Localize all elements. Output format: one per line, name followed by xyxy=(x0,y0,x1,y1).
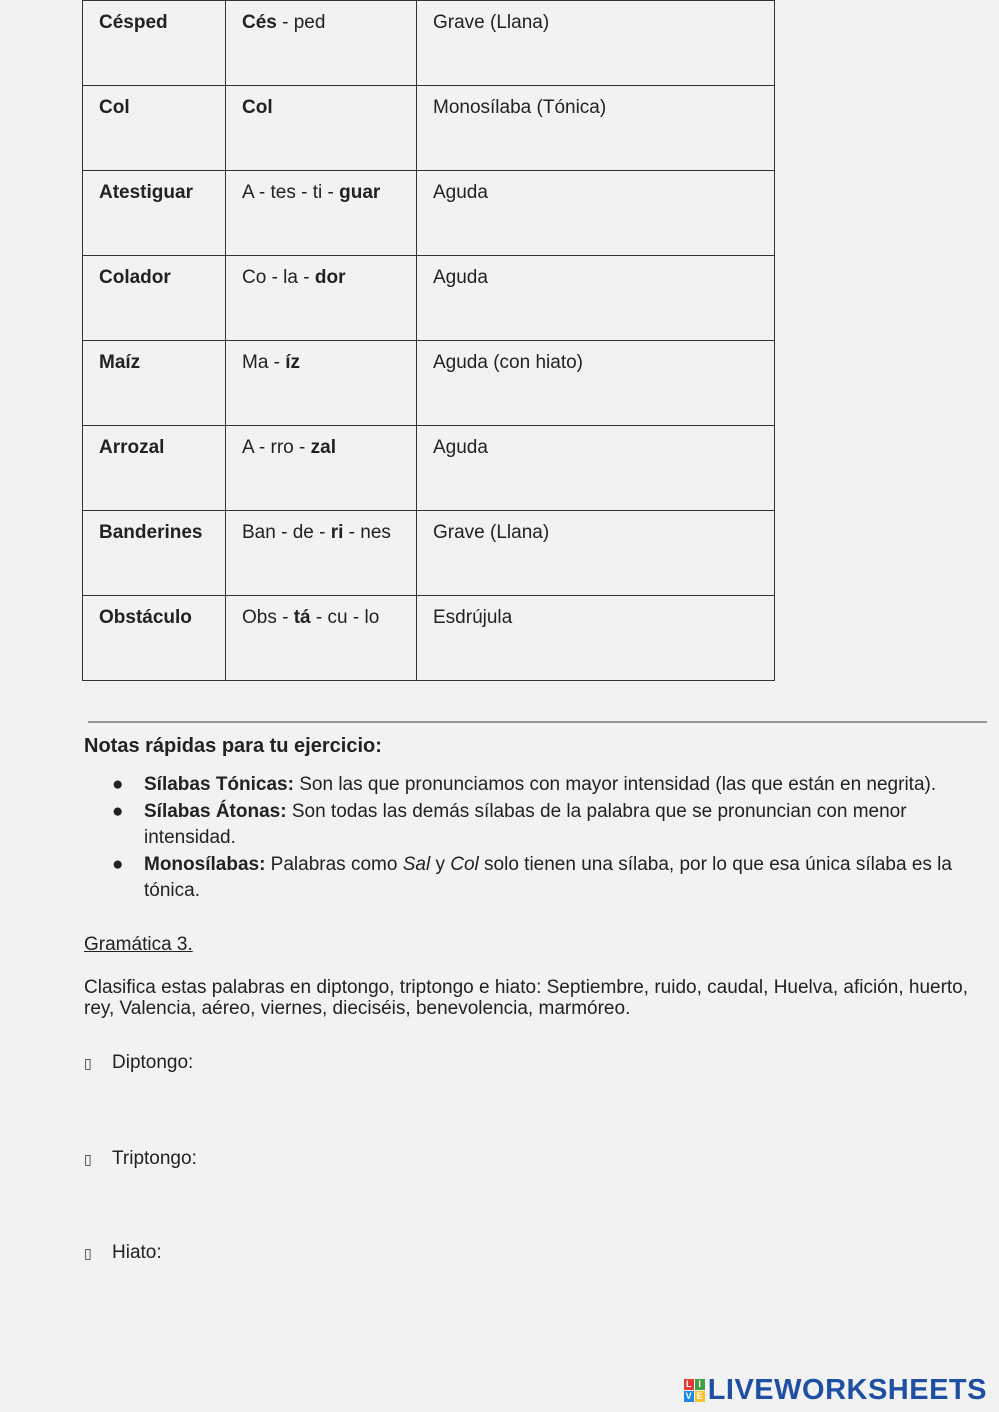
logo-letter: L xyxy=(684,1379,694,1390)
list-item xyxy=(112,852,992,905)
syllable-text: - ped xyxy=(276,12,326,33)
type-cell: Aguda xyxy=(417,256,775,341)
word-cell: Obstáculo xyxy=(83,596,226,681)
type-cell: Grave (Llana) xyxy=(417,511,775,596)
word-cell: Atestiguar xyxy=(83,171,226,256)
answer-diptongo xyxy=(84,1052,193,1074)
word-cell: Césped xyxy=(83,1,226,86)
divider xyxy=(88,721,987,723)
syllables-cell xyxy=(226,511,417,596)
table-row xyxy=(83,1,775,86)
note-example: Col xyxy=(450,853,479,875)
checkbox-icon[interactable]: ▯ xyxy=(84,1151,92,1167)
answer-label: Hiato: xyxy=(112,1242,162,1263)
tonic-syllable: tá xyxy=(293,607,311,628)
note-text: Palabras como xyxy=(265,853,403,875)
logo-text: LIVEWORKSHEETS xyxy=(707,1374,987,1406)
grammar-title: Gramática 3. xyxy=(84,934,193,955)
syllables-cell xyxy=(226,426,417,511)
syllables-cell xyxy=(226,341,417,426)
syllable-text: A - tes - ti - xyxy=(242,182,340,203)
syllables-cell xyxy=(226,596,417,681)
type-cell: Monosílaba (Tónica) xyxy=(417,86,775,171)
tonic-syllable: Col xyxy=(242,97,273,118)
table-row xyxy=(83,86,775,171)
answer-triptongo xyxy=(84,1148,197,1170)
answer-label: Triptongo: xyxy=(112,1148,197,1169)
answer-hiato xyxy=(84,1242,162,1264)
bullet-icon: ● xyxy=(112,853,124,875)
table-row xyxy=(83,256,775,341)
bullet-icon: ● xyxy=(112,774,124,795)
tonic-syllable: Cés xyxy=(242,12,277,33)
type-cell: Grave (Llana) xyxy=(417,1,775,86)
word-cell: Maíz xyxy=(83,341,226,426)
syllables-cell xyxy=(226,1,417,86)
type-cell: Aguda xyxy=(417,426,775,511)
syllables-cell xyxy=(226,171,417,256)
syllable-text: - nes xyxy=(343,522,391,543)
logo-letter: V xyxy=(685,1391,692,1401)
tonic-syllable: íz xyxy=(285,352,301,373)
note-label: Sílabas Tónicas: xyxy=(144,774,294,795)
note-label: Sílabas Átonas: xyxy=(144,800,287,822)
syllable-text: A - rro - xyxy=(242,437,311,458)
notes-list xyxy=(112,772,992,905)
table-row xyxy=(83,171,775,256)
tonic-syllable: zal xyxy=(310,437,336,458)
logo-mark-icon xyxy=(684,1379,705,1402)
note-text: Son todas las demás sílabas de la palabra que se pronuncian con menor intensidad. xyxy=(144,800,907,848)
syllable-text: Ban - de - xyxy=(242,522,331,543)
type-cell: Aguda xyxy=(417,171,775,256)
table-row xyxy=(83,596,775,681)
type-cell: Esdrújula xyxy=(417,596,775,681)
word-cell: Arrozal xyxy=(83,426,226,511)
notes-title: Notas rápidas para tu ejercicio: xyxy=(84,735,382,757)
word-cell: Colador xyxy=(83,256,226,341)
word-cell: Col xyxy=(83,86,226,171)
type-cell: Aguda (con hiato) xyxy=(417,341,775,426)
syllables-cell xyxy=(226,256,417,341)
tonic-syllable: ri xyxy=(330,522,344,543)
note-text: Son las que pronunciamos con mayor intensidad (las que están en negrita). xyxy=(293,774,937,795)
logo-letter: E xyxy=(696,1391,703,1401)
answer-label: Diptongo: xyxy=(112,1052,194,1073)
grammar-instructions: Clasifica estas palabras en diptongo, triptongo e hiato: Septiembre, ruido, caudal, Huelva, afición, huerto, rey, Valencia, aéreo, viernes, dieciséis, benevolencia, marmóreo. xyxy=(84,977,969,1019)
word-cell: Banderines xyxy=(83,511,226,596)
list-item xyxy=(112,772,992,799)
checkbox-icon[interactable]: ▯ xyxy=(84,1245,92,1261)
list-item xyxy=(112,799,992,852)
note-label: Monosílabas: xyxy=(144,853,266,875)
syllable-text: Ma - xyxy=(242,352,286,373)
tonic-syllable: dor xyxy=(314,267,346,288)
note-example: Sal xyxy=(402,853,431,875)
table-row xyxy=(83,341,775,426)
note-text: y xyxy=(430,853,451,875)
syllables-cell xyxy=(226,86,417,171)
syllable-text: Obs - xyxy=(242,607,294,628)
tonic-syllable: guar xyxy=(339,182,381,203)
note-text: solo tienen una sílaba, por lo que esa única sílaba es la tónica. xyxy=(144,853,952,901)
liveworksheets-logo[interactable] xyxy=(684,1374,987,1407)
syllable-table xyxy=(82,0,775,681)
table-row xyxy=(83,511,775,596)
syllable-text: Co - la - xyxy=(242,267,315,288)
syllable-text: - cu - lo xyxy=(310,607,380,628)
checkbox-icon[interactable]: ▯ xyxy=(84,1055,92,1071)
logo-letter: I xyxy=(695,1379,705,1390)
bullet-icon: ● xyxy=(112,800,124,822)
table-row xyxy=(83,426,775,511)
